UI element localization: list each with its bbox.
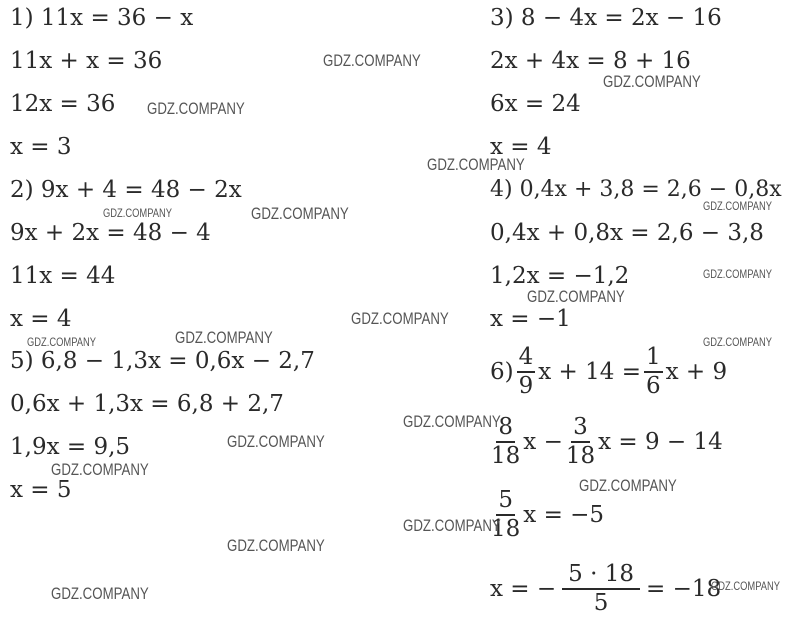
fraction [562, 563, 640, 615]
numerator: 4 [517, 346, 536, 373]
denominator: 18 [491, 443, 521, 469]
equation-line: 1,2x = −1,2 [490, 263, 630, 289]
denominator: 18 [565, 443, 596, 469]
denominator: 6 [645, 373, 661, 399]
equation-line: 5) 6,8 − 1,3x = 0,6x − 2,7 [10, 348, 315, 374]
equation-line: 0,6x + 1,3x = 6,8 + 2,7 [10, 391, 284, 417]
watermark: GDZ.COMPANY [103, 206, 172, 220]
equation-line: x = 4 [490, 134, 552, 160]
equation-line: 1) 11x = 36 − x [10, 5, 194, 31]
numerator: 8 [496, 416, 515, 443]
equation-line: 6x = 24 [490, 91, 581, 117]
watermark: GDZ.COMPANY [51, 584, 149, 603]
expression-text: x = −5 [523, 501, 605, 528]
watermark: GDZ.COMPANY [403, 412, 501, 431]
equation-line-fraction [488, 416, 723, 468]
expression-text: x − [523, 428, 563, 455]
watermark: GDZ.COMPANY [427, 155, 525, 174]
equation-line: 11x = 44 [10, 263, 116, 289]
equation-line: 0,4x + 0,8x = 2,6 − 3,8 [490, 220, 764, 246]
numerator: 3 [571, 416, 590, 443]
expression-text: x + 9 [665, 358, 728, 385]
watermark: GDZ.COMPANY [703, 335, 772, 349]
denominator: 9 [518, 373, 534, 399]
watermark: GDZ.COMPANY [175, 328, 273, 347]
equation-line: 4) 0,4x + 3,8 = 2,6 − 0,8x [490, 177, 782, 202]
equation-line: 2) 9x + 4 = 48 − 2x [10, 177, 242, 203]
watermark: GDZ.COMPANY [527, 287, 625, 306]
numerator: 5 · 18 [562, 563, 640, 590]
watermark: GDZ.COMPANY [323, 51, 421, 70]
watermark: GDZ.COMPANY [603, 72, 701, 91]
watermark: GDZ.COMPANY [251, 204, 349, 223]
watermark: GDZ.COMPANY [227, 536, 325, 555]
equation-line: 9x + 2x = 48 − 4 [10, 220, 211, 246]
numerator: 1 [644, 346, 663, 373]
watermark: GDZ.COMPANY [711, 579, 780, 593]
watermark: GDZ.COMPANY [703, 267, 772, 281]
equation-line: 12x = 36 [10, 91, 116, 117]
numerator: 5 [496, 489, 515, 516]
equation-line: 11x + x = 36 [10, 48, 163, 74]
denominator: 18 [491, 516, 521, 542]
equation-line-fraction [490, 346, 727, 398]
fraction [517, 346, 536, 398]
expression-text: x = 9 − 14 [598, 428, 723, 455]
watermark: GDZ.COMPANY [227, 432, 325, 451]
denominator: 5 [593, 590, 609, 616]
watermark: GDZ.COMPANY [27, 335, 96, 349]
equation-line: 3) 8 − 4x = 2x − 16 [490, 5, 722, 31]
watermark: GDZ.COMPANY [403, 516, 501, 535]
equation-line: x = 5 [10, 477, 72, 503]
equation-line: x = 3 [10, 134, 72, 160]
fraction [644, 346, 663, 398]
watermark: GDZ.COMPANY [579, 476, 677, 495]
watermark: GDZ.COMPANY [703, 199, 772, 213]
problem-number: 6) [490, 358, 514, 385]
expression-text: x + 14 = [538, 358, 641, 385]
watermark: GDZ.COMPANY [351, 309, 449, 328]
equation-line: x = −1 [490, 306, 571, 332]
equation-line: 1,9x = 9,5 [10, 434, 131, 460]
watermark: GDZ.COMPANY [147, 99, 245, 118]
equation-line: 2x + 4x = 8 + 16 [490, 48, 691, 74]
fraction [566, 416, 595, 468]
watermark: GDZ.COMPANY [51, 460, 149, 479]
equation-line-fraction [490, 563, 721, 615]
expression-text: x = − [490, 575, 557, 602]
equation-line: x = 4 [10, 306, 72, 332]
equation-line-fraction [488, 489, 604, 541]
expression-text: = −18 [645, 575, 722, 602]
